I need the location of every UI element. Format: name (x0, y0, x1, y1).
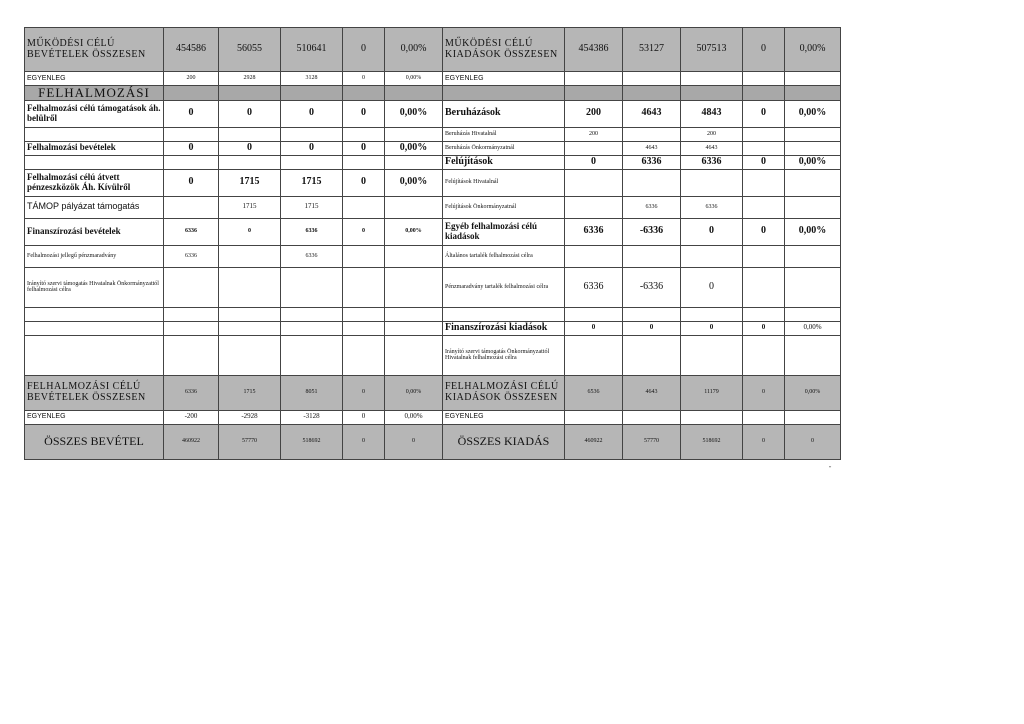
right-label: Beruházás Hivatalnál (443, 127, 565, 141)
right-v2: 0 (623, 321, 681, 335)
table-row (25, 169, 841, 196)
left-v5: 0,00% (385, 100, 443, 127)
table-row (25, 218, 841, 245)
left-v2: 2928 (219, 72, 281, 86)
left-v2: 57770 (219, 424, 281, 459)
left-v5: 0,00% (385, 375, 443, 410)
table-row (25, 307, 841, 321)
right-v2: 4643 (623, 141, 681, 155)
left-label: EGYENLEG (25, 72, 164, 86)
left-label: Felhalmozási bevételek (25, 141, 164, 155)
right-v3: 6336 (681, 196, 743, 218)
right-v3: 4643 (681, 141, 743, 155)
right-label: ÖSSZES KIADÁS (443, 424, 565, 459)
section-header-row (25, 86, 841, 101)
right-v3: 4843 (681, 100, 743, 127)
right-v3: 11179 (681, 375, 743, 410)
right-v3: 0 (681, 267, 743, 307)
right-v1: 6536 (565, 375, 623, 410)
left-v2: 0 (219, 218, 281, 245)
left-v1: 454586 (164, 28, 219, 72)
right-v4: 0 (743, 100, 785, 127)
left-v2: 0 (219, 100, 281, 127)
table-row (25, 424, 841, 459)
left-v3: 0 (281, 100, 343, 127)
left-v1: 460922 (164, 424, 219, 459)
left-label: Felhalmozási célú támogatások áh. belülről (25, 100, 164, 127)
left-v1: 0 (164, 169, 219, 196)
stray-mark: " (829, 466, 832, 472)
right-v4: 0 (743, 375, 785, 410)
left-v3: 1715 (281, 196, 343, 218)
left-v1: 6336 (164, 375, 219, 410)
table-row (25, 127, 841, 141)
right-v2: -6336 (623, 267, 681, 307)
right-label: EGYENLEG (443, 72, 565, 86)
table-row (25, 321, 841, 335)
right-v3: 518692 (681, 424, 743, 459)
right-v1: 460922 (565, 424, 623, 459)
table-row (25, 72, 841, 86)
left-v4: 0 (343, 218, 385, 245)
left-v3: 510641 (281, 28, 343, 72)
table-row (25, 155, 841, 169)
right-v3: 0 (681, 321, 743, 335)
left-v5: 0 (385, 424, 443, 459)
right-v5: 0,00% (785, 218, 841, 245)
right-v2: 6336 (623, 155, 681, 169)
right-label: Egyéb felhalmozási célú kiadások (443, 218, 565, 245)
left-v1: 200 (164, 72, 219, 86)
right-label: Felújítások Hivatalnál (443, 169, 565, 196)
right-v3: 6336 (681, 155, 743, 169)
right-v1: 200 (565, 100, 623, 127)
table-row (25, 28, 841, 72)
left-v5: 0,00% (385, 218, 443, 245)
left-v4: 0 (343, 410, 385, 424)
right-v4: 0 (743, 321, 785, 335)
right-label: Pénzmaradvány tartalék felhalmozási célra (443, 267, 565, 307)
right-v4: 0 (743, 155, 785, 169)
table-row (25, 335, 841, 375)
table-row (25, 245, 841, 267)
left-label: ÖSSZES BEVÉTEL (25, 424, 164, 459)
left-v2: 1715 (219, 196, 281, 218)
right-v1: 6336 (565, 218, 623, 245)
right-label: Irányító szervi támogatás Önkormányzattól Hivatalnak felhalmozási célra (443, 335, 565, 375)
right-label: FELHALMOZÁSI CÉLÚ KIADÁSOK ÖSSZESEN (443, 375, 565, 410)
left-label: Finanszírozási bevételek (25, 218, 164, 245)
right-label: Finanszírozási kiadások (443, 321, 565, 335)
left-v2: -2928 (219, 410, 281, 424)
right-label: EGYENLEG (443, 410, 565, 424)
left-v3: 0 (281, 141, 343, 155)
right-v2: 4643 (623, 375, 681, 410)
left-v4: 0 (343, 141, 385, 155)
left-v1: 0 (164, 100, 219, 127)
left-v3: 1715 (281, 169, 343, 196)
right-v3: 200 (681, 127, 743, 141)
left-v3: 6336 (281, 245, 343, 267)
left-v1: 6336 (164, 245, 219, 267)
right-v3: 507513 (681, 28, 743, 72)
left-v4: 0 (343, 28, 385, 72)
right-v2: 6336 (623, 196, 681, 218)
table-row (25, 141, 841, 155)
right-label: Általános tartalék felhalmozási célra (443, 245, 565, 267)
left-v5: 0,00% (385, 72, 443, 86)
left-v2: 56055 (219, 28, 281, 72)
left-v5: 0,00% (385, 28, 443, 72)
left-v1: -200 (164, 410, 219, 424)
left-v1: 6336 (164, 218, 219, 245)
left-v3: 8051 (281, 375, 343, 410)
left-v1: 0 (164, 141, 219, 155)
right-label: Beruházás Önkormányzatnál (443, 141, 565, 155)
left-label: FELHALMOZÁSI CÉLÚ BEVÉTELEK ÖSSZESEN (25, 375, 164, 410)
left-v4: 0 (343, 424, 385, 459)
left-v3: 6336 (281, 218, 343, 245)
left-v4: 0 (343, 100, 385, 127)
right-v2: 53127 (623, 28, 681, 72)
right-v5: 0,00% (785, 375, 841, 410)
right-v5: 0,00% (785, 321, 841, 335)
left-label: TÁMOP pályázat támogatás (25, 196, 164, 218)
right-label: Beruházások (443, 100, 565, 127)
right-label: Felújítások Önkormányzatnál (443, 196, 565, 218)
table-row (25, 375, 841, 410)
left-label: Felhalmozási célú átvett pénzeszközök Áh. Kívülről (25, 169, 164, 196)
right-v2: -6336 (623, 218, 681, 245)
table-row (25, 410, 841, 424)
right-v1: 0 (565, 155, 623, 169)
right-v2: 57770 (623, 424, 681, 459)
left-v5: 0,00% (385, 141, 443, 155)
right-v3: 0 (681, 218, 743, 245)
right-v1: 454386 (565, 28, 623, 72)
left-v4: 0 (343, 72, 385, 86)
left-v2: 0 (219, 141, 281, 155)
right-v5: 0,00% (785, 155, 841, 169)
right-v4: 0 (743, 28, 785, 72)
left-v5: 0,00% (385, 169, 443, 196)
right-v4: 0 (743, 218, 785, 245)
right-v5: 0 (785, 424, 841, 459)
left-label: MŰKÖDÉSI CÉLÚ BEVÉTELEK ÖSSZESEN (25, 28, 164, 72)
left-v4: 0 (343, 169, 385, 196)
right-v5: 0,00% (785, 28, 841, 72)
right-v5: 0,00% (785, 100, 841, 127)
section-title: FELHALMOZÁSI (25, 86, 164, 101)
right-v4: 0 (743, 424, 785, 459)
left-v3: 518692 (281, 424, 343, 459)
left-v5: 0,00% (385, 410, 443, 424)
right-label: MŰKÖDÉSI CÉLÚ KIADÁSOK ÖSSZESEN (443, 28, 565, 72)
table-row (25, 267, 841, 307)
budget-table (24, 27, 841, 460)
left-v3: 3128 (281, 72, 343, 86)
left-label: EGYENLEG (25, 410, 164, 424)
table-row (25, 100, 841, 127)
table-row (25, 196, 841, 218)
left-v2: 1715 (219, 169, 281, 196)
right-v2: 4643 (623, 100, 681, 127)
left-v2: 1715 (219, 375, 281, 410)
right-v1: 6336 (565, 267, 623, 307)
left-label: Felhalmozási jellegű pénzmaradvány (25, 245, 164, 267)
left-label: Irányító szervi támogatás Hivatalnak Önkormányzattól felhalmozási célra (25, 267, 164, 307)
right-v1: 0 (565, 321, 623, 335)
left-v4: 0 (343, 375, 385, 410)
left-v3: -3128 (281, 410, 343, 424)
right-v1: 200 (565, 127, 623, 141)
right-label: Felújítások (443, 155, 565, 169)
